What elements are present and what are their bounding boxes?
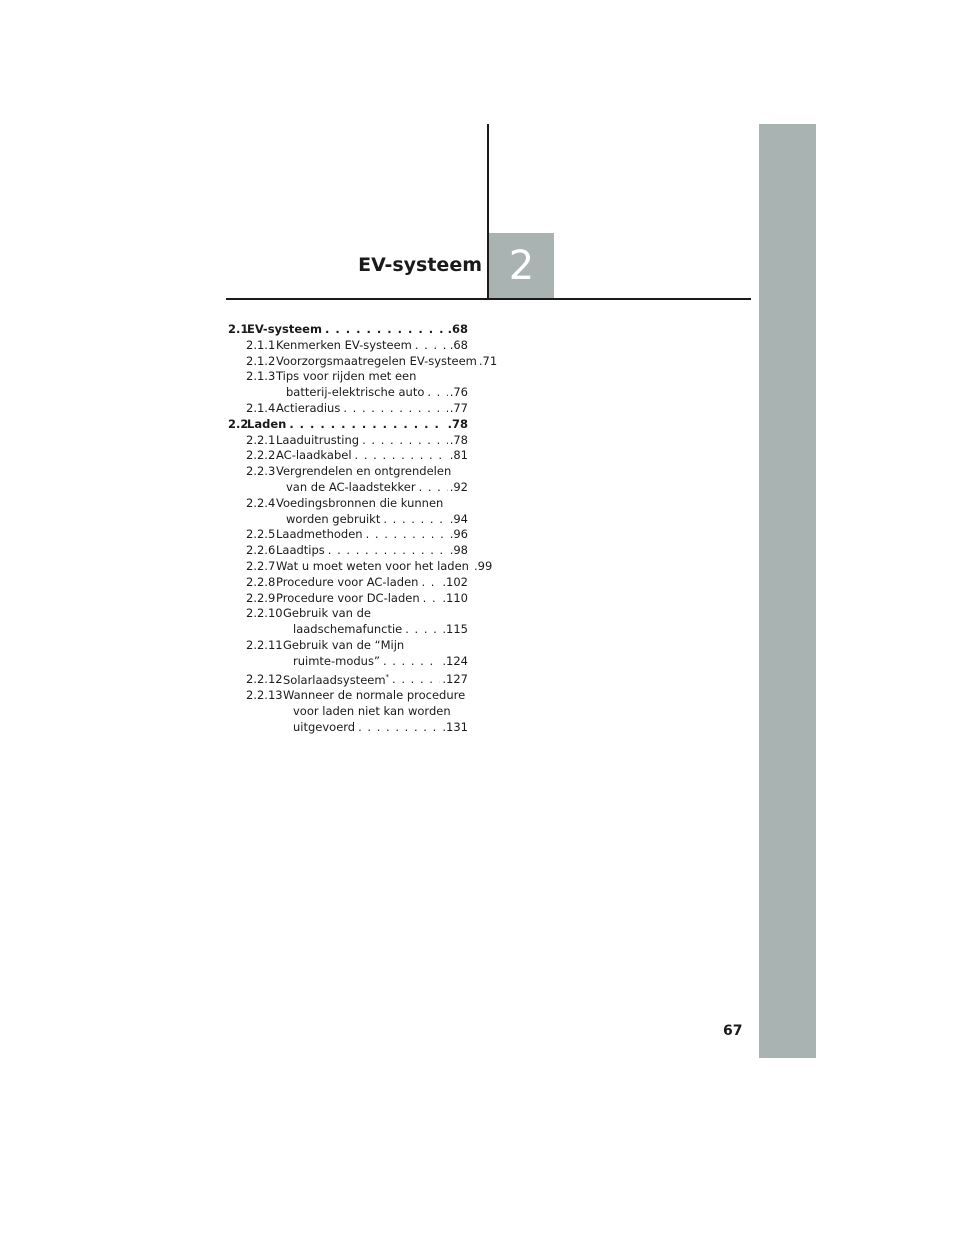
toc-entry-number: 2.2.13 bbox=[246, 688, 283, 703]
toc-entry-page: .115 bbox=[442, 622, 468, 637]
table-of-contents bbox=[228, 322, 498, 736]
toc-entry-title: van de AC-laadstekker bbox=[286, 479, 416, 494]
toc-entry-number: 2.2.4 bbox=[246, 495, 276, 510]
toc-entry-number: 2.2.7 bbox=[246, 558, 276, 573]
toc-entry[interactable] bbox=[228, 638, 468, 654]
toc-entry-title: 2.2.4Voedingsbronnen die kunnen bbox=[246, 495, 444, 510]
toc-entry-title: batterij-elektrische auto bbox=[286, 385, 425, 400]
toc-entry-page: .102 bbox=[442, 574, 468, 589]
toc-entry-number: 2.1.3 bbox=[246, 369, 276, 384]
dot-leader bbox=[389, 672, 440, 688]
toc-entry-page: .131 bbox=[442, 719, 468, 734]
toc-entry[interactable] bbox=[228, 704, 468, 720]
dot-leader bbox=[286, 417, 445, 433]
toc-entry[interactable] bbox=[228, 720, 468, 736]
dot-leader bbox=[352, 448, 448, 464]
toc-entry-page: .77 bbox=[449, 400, 468, 415]
toc-entry-page: .76 bbox=[449, 385, 468, 400]
toc-entry[interactable] bbox=[228, 338, 468, 354]
toc-entry-number: 2.2.11 bbox=[246, 637, 283, 652]
toc-entry-page: .127 bbox=[442, 672, 468, 687]
dot-leader bbox=[363, 527, 448, 543]
toc-entry-title: 2.1.1Kenmerken EV-systeem bbox=[246, 337, 412, 352]
toc-entry[interactable] bbox=[228, 385, 468, 401]
toc-entry-title: 2.1.4Actieradius bbox=[246, 400, 341, 415]
dot-leader bbox=[402, 622, 440, 638]
toc-entry-number: 2.1.4 bbox=[246, 400, 276, 415]
toc-entry[interactable] bbox=[228, 496, 468, 512]
toc-entry[interactable] bbox=[228, 688, 468, 704]
dot-leader bbox=[340, 401, 447, 417]
toc-entry[interactable] bbox=[228, 543, 468, 559]
toc-entry-title: voor laden niet kan worden bbox=[293, 703, 451, 718]
toc-entry-title: 2.2.3Vergrendelen en ontgrendelen bbox=[246, 464, 452, 479]
dot-leader bbox=[418, 575, 440, 591]
toc-entry[interactable] bbox=[228, 622, 468, 638]
dot-leader bbox=[325, 543, 448, 559]
toc-entry[interactable] bbox=[228, 558, 493, 575]
dot-leader bbox=[355, 720, 440, 736]
toc-entry-title: 2.1.3Tips voor rijden met een bbox=[246, 369, 417, 384]
toc-section-entry[interactable] bbox=[228, 417, 468, 433]
toc-entry[interactable] bbox=[228, 591, 468, 607]
chapter-number: 2 bbox=[508, 243, 535, 289]
toc-entry[interactable] bbox=[228, 401, 468, 417]
toc-entry-title: 2.2.10Gebruik van de bbox=[246, 606, 371, 621]
toc-entry-number: 2.2.1 bbox=[246, 432, 276, 447]
toc-entry-page: .110 bbox=[442, 590, 468, 605]
toc-entry-page: .98 bbox=[449, 543, 468, 558]
toc-entry[interactable] bbox=[228, 353, 498, 370]
toc-entry[interactable] bbox=[228, 606, 468, 622]
toc-entry[interactable] bbox=[228, 369, 468, 385]
toc-entry-title: 2.2.13Wanneer de normale procedure bbox=[246, 688, 466, 703]
toc-entry-title: 2.2.12Solarlaadsysteem* bbox=[246, 672, 390, 687]
toc-entry-page: .68 bbox=[447, 322, 468, 336]
toc-entry-page: .71 bbox=[478, 353, 498, 368]
toc-entry-title: laadschemafunctie bbox=[293, 622, 403, 637]
dot-leader bbox=[420, 591, 441, 607]
toc-entry-page: .94 bbox=[449, 511, 468, 526]
dot-leader bbox=[424, 385, 447, 401]
dot-leader bbox=[380, 654, 440, 670]
toc-entry-title: 2.2.6Laadtips bbox=[246, 543, 325, 558]
toc-entry-title: 2.2.9Procedure voor DC-laden bbox=[246, 590, 420, 605]
toc-entry-number: 2.1.1 bbox=[246, 337, 276, 352]
toc-entry-title: ruimte-modus” bbox=[293, 653, 380, 668]
toc-section-entry[interactable] bbox=[228, 322, 468, 338]
toc-entry[interactable] bbox=[228, 448, 468, 464]
toc-entry-page: .99 bbox=[473, 558, 493, 573]
dot-leader bbox=[359, 433, 448, 449]
toc-entry-number: 2.1 bbox=[228, 322, 249, 336]
toc-entry-title: 2.2Laden bbox=[228, 416, 287, 431]
toc-entry-title: 2.2.1Laaduitrusting bbox=[246, 432, 360, 447]
chapter-title: EV-systeem bbox=[358, 254, 482, 276]
dot-leader bbox=[322, 322, 446, 338]
toc-entry[interactable] bbox=[228, 670, 468, 689]
toc-entry-title: worden gebruikt bbox=[286, 511, 381, 526]
toc-entry-number: 2.2.8 bbox=[246, 574, 276, 589]
toc-entry-title: 2.2.7Wat u moet weten voor het laden bbox=[246, 558, 469, 573]
toc-entry-title: uitgevoerd bbox=[293, 719, 356, 734]
toc-entry-number: 2.2.5 bbox=[246, 527, 276, 542]
toc-entry-page: .78 bbox=[447, 416, 468, 431]
toc-entry[interactable] bbox=[228, 480, 468, 496]
toc-entry-number: 2.2.9 bbox=[246, 590, 276, 605]
toc-entry-page: .81 bbox=[449, 448, 468, 463]
dot-leader bbox=[412, 338, 448, 354]
toc-entry[interactable] bbox=[228, 654, 468, 670]
toc-entry-title: 2.2.8Procedure voor AC-laden bbox=[246, 574, 419, 589]
dot-leader bbox=[416, 480, 448, 496]
toc-entry-number: 2.2 bbox=[228, 416, 249, 431]
toc-entry-title: 2.2.5Laadmethoden bbox=[246, 527, 363, 542]
toc-entry-page: .124 bbox=[442, 653, 468, 668]
toc-entry-page: .78 bbox=[449, 432, 468, 447]
toc-entry[interactable] bbox=[228, 512, 468, 528]
toc-entry-title: 2.2.11Gebruik van de “Mijn bbox=[246, 637, 405, 652]
toc-entry-number: 2.1.2 bbox=[246, 353, 276, 368]
footnote-marker: * bbox=[385, 672, 390, 681]
toc-entry[interactable] bbox=[228, 527, 468, 543]
toc-entry-title: 2.1.2Voorzorgsmaatregelen EV-systeem bbox=[246, 353, 477, 368]
toc-entry-number: 2.2.6 bbox=[246, 543, 276, 558]
toc-entry-page: .96 bbox=[449, 527, 468, 542]
page-number: 67 bbox=[723, 1023, 743, 1039]
toc-entry-number: 2.2.12 bbox=[246, 672, 283, 687]
toc-entry[interactable] bbox=[228, 433, 468, 449]
toc-entry-page: .92 bbox=[449, 479, 468, 494]
toc-entry-number: 2.2.3 bbox=[246, 464, 276, 479]
chapter-side-tab bbox=[759, 124, 816, 1058]
dot-leader bbox=[380, 512, 447, 528]
toc-entry-page: .68 bbox=[449, 337, 468, 352]
toc-entry-title: 2.2.2AC-laadkabel bbox=[246, 448, 352, 463]
toc-entry-number: 2.2.2 bbox=[246, 448, 276, 463]
toc-entry[interactable] bbox=[228, 464, 468, 480]
horizontal-rule bbox=[226, 298, 751, 300]
toc-entry-title: 2.1EV-systeem bbox=[228, 322, 322, 336]
toc-entry-number: 2.2.10 bbox=[246, 606, 283, 621]
toc-entry[interactable] bbox=[228, 575, 468, 591]
